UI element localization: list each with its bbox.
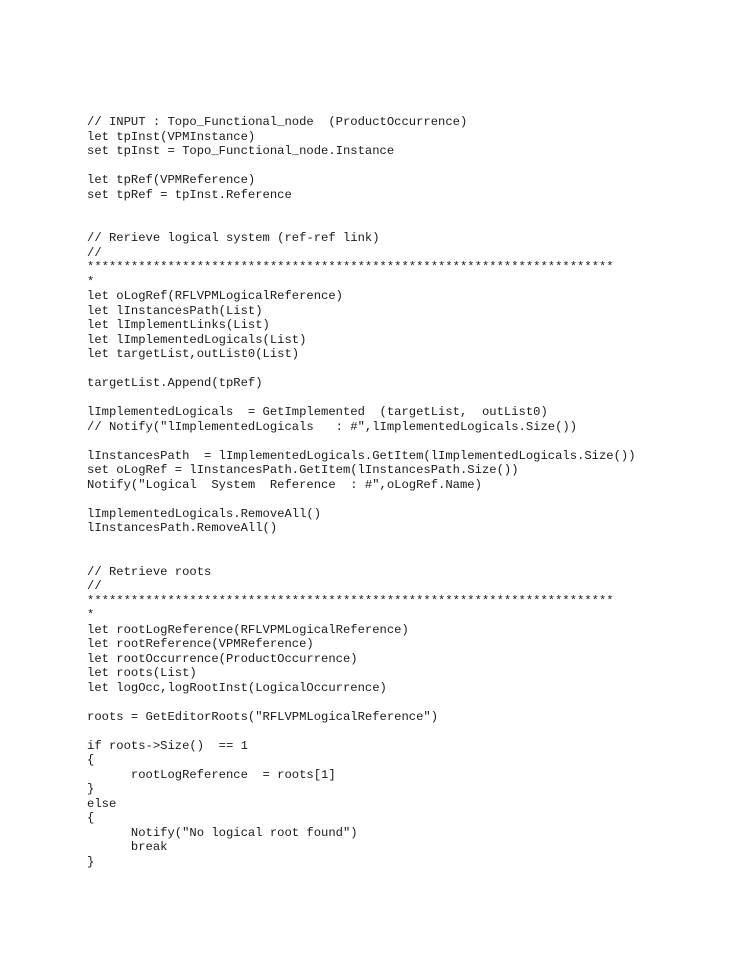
code-line: // INPUT : Topo_Functional_node (ProductOccurrence) <box>87 115 468 129</box>
code-line: { <box>87 753 95 767</box>
code-line: targetList.Append(tpRef) <box>87 376 263 390</box>
code-line: if roots->Size() == 1 <box>87 738 248 753</box>
code-line: Notify("Logical System Reference : #",oLogRef.Name) <box>87 477 482 492</box>
code-line: // Notify("lImplementedLogicals : #",lImplementedLogicals.Size()) <box>87 419 578 434</box>
code-line: lImplementedLogicals = GetImplemented (targetList, outList0) <box>87 405 548 419</box>
code-line: } <box>87 854 95 869</box>
code-line: set tpInst = Topo_Functional_node.Instance <box>87 144 395 158</box>
code-line <box>87 202 636 217</box>
code-block <box>87 115 636 869</box>
code-line: } <box>87 782 95 796</box>
code-line: let lImplementLinks(List) <box>87 318 270 332</box>
code-line <box>87 159 636 174</box>
code-line <box>87 492 636 507</box>
code-line: * <box>87 274 95 289</box>
code-line: let logOcc,logRootInst(LogicalOccurrence) <box>87 680 387 695</box>
code-line: let oLogRef(RFLVPMLogicalReference) <box>87 289 343 303</box>
code-line <box>87 391 636 406</box>
code-line: let lImplementedLogicals(List) <box>87 332 307 347</box>
code-line: let tpRef(VPMReference) <box>87 173 256 187</box>
code-line: Notify("No logical root found") <box>87 825 358 840</box>
code-line: lImplementedLogicals.RemoveAll() <box>87 506 322 521</box>
code-line <box>87 434 636 449</box>
code-line <box>87 217 636 232</box>
code-line: roots = GetEditorRoots("RFLVPMLogicalReference") <box>87 709 439 724</box>
code-line: // Retrieve roots <box>87 564 212 579</box>
code-line: let rootLogReference(RFLVPMLogicalReference) <box>87 622 409 637</box>
code-line: set oLogRef = lInstancesPath.GetItem(lInstancesPath.Size()) <box>87 463 519 477</box>
code-line: set tpRef = tpInst.Reference <box>87 187 292 202</box>
code-line: ************************************************************************ <box>87 593 614 608</box>
code-line: let rootReference(VPMReference) <box>87 637 314 651</box>
code-line: rootLogReference = roots[1] <box>87 767 336 782</box>
code-line <box>87 695 636 710</box>
code-line: ************************************************************************ <box>87 260 614 274</box>
code-line: else <box>87 796 117 811</box>
code-line <box>87 550 636 565</box>
code-line <box>87 362 636 377</box>
code-line: let rootOccurrence(ProductOccurrence) <box>87 651 358 666</box>
code-line: break <box>87 840 168 854</box>
code-line: let lInstancesPath(List) <box>87 303 263 318</box>
code-line <box>87 536 636 551</box>
code-line: lInstancesPath.RemoveAll() <box>87 521 278 535</box>
code-line: { <box>87 811 95 825</box>
code-line: // <box>87 579 102 593</box>
code-line <box>87 724 636 739</box>
code-line: let roots(List) <box>87 666 197 680</box>
code-line: // <box>87 245 102 260</box>
code-line: * <box>87 608 95 622</box>
code-line: let targetList,outList0(List) <box>87 347 300 361</box>
code-line: // Rerieve logical system (ref-ref link) <box>87 231 380 245</box>
code-line: let tpInst(VPMInstance) <box>87 129 256 144</box>
code-line: lInstancesPath = lImplementedLogicals.GetItem(lImplementedLogicals.Size()) <box>87 448 636 463</box>
